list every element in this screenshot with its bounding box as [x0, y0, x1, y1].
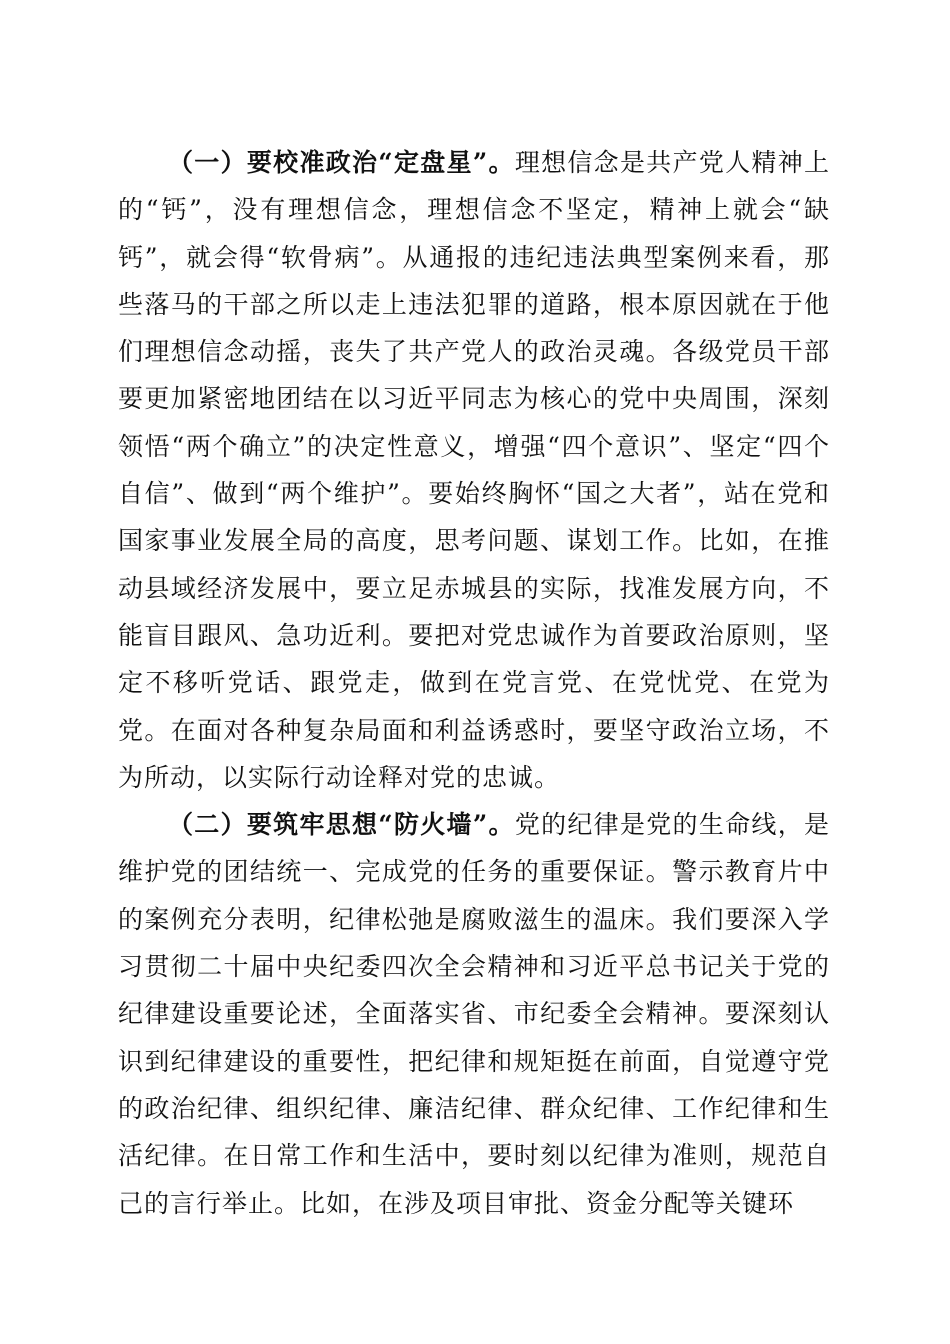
paragraph-political-compass [118, 139, 830, 801]
paragraph-text: 党的纪律是党的生命线，是维护党的团结统一、完成党的任务的重要保证。警示教育片中的案例充分表明，纪律松弛是腐败滋生的温床。我们要深入学习贯彻二十届中央纪委四次全会精神和习近平总书记关于党的纪律建设重要论述，全面落实省、市纪委全会精神。要深刻认识到纪律建设的重要性，把纪律和规矩挺在前面，自觉遵守党的政治纪律、组织纪律、廉洁纪律、群众纪律、工作纪律和生活纪律。在日常工作和生活中，要时刻以纪律为准则，规范自己的言行举止。比如，在涉及项目审批、资金分配等关键环 [118, 810, 830, 1218]
paragraph-heading: （一）要校准政治“定盘星”。 [168, 148, 515, 177]
document-body [118, 139, 830, 1227]
paragraph-text: 理想信念是共产党人精神上的“钙”，没有理想信念，理想信念不坚定，精神上就会“缺钙”，就会得“软骨病”。从通报的违纪违法典型案例来看，那些落马的干部之所以走上违法犯罪的道路，根本原因就在于他们理想信念动摇，丧失了共产党人的政治灵魂。各级党员干部要更加紧密地团结在以习近平同志为核心的党中央周围，深刻领悟“两个确立”的决定性意义，增强“四个意识”、坚定“四个自信”、做到“两个维护”。要始终胸怀“国之大者”，站在党和国家事业发展全局的高度，思考问题、谋划工作。比如，在推动县域经济发展中，要立足赤城县的实际，找准发展方向，不能盲目跟风、急功近利。要把对党忠诚作为首要政治原则，坚定不移听党话、跟党走，做到在党言党、在党忧党、在党为党。在面对各种复杂局面和利益诱惑时，要坚守政治立场，不为所动，以实际行动诠释对党的忠诚。 [118, 148, 830, 792]
paragraph-heading: （二）要筑牢思想“防火墙”。 [168, 810, 515, 840]
paragraph-ideological-firewall [118, 801, 830, 1227]
